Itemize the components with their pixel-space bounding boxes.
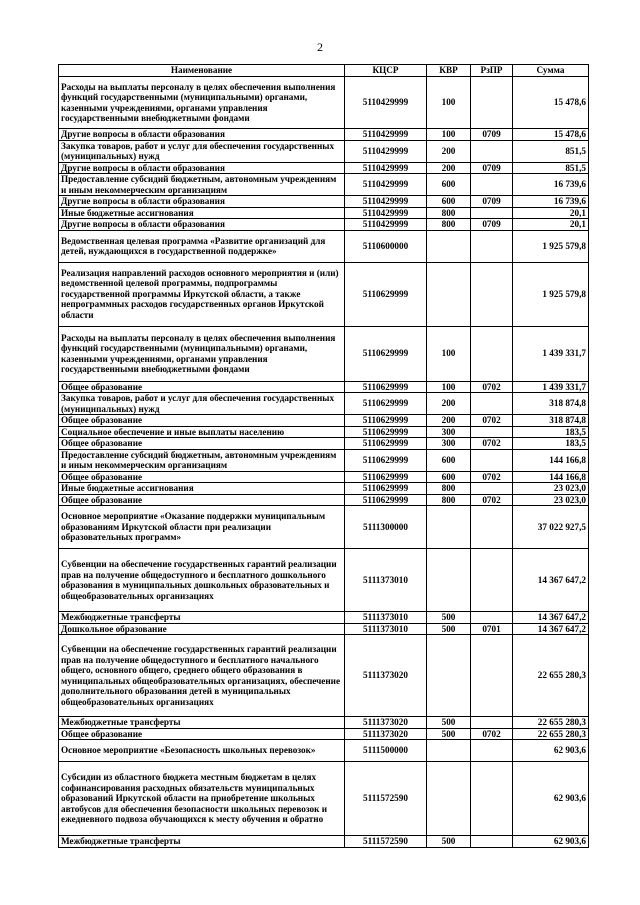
row-sum-cell: 22 655 280,3: [513, 717, 589, 729]
row-kvr-cell: [427, 762, 471, 836]
row-sum-cell: 23 023,0: [513, 494, 589, 506]
header-kvr: КВР: [427, 65, 471, 77]
row-rzpr-cell: [471, 717, 513, 729]
table-row: [59, 549, 589, 612]
row-rzpr-cell: 0701: [471, 623, 513, 635]
row-kcsr-cell: 5110629999: [345, 415, 427, 427]
row-sum-cell: 14 367 647,2: [513, 612, 589, 624]
row-kcsr-cell: 5111572590: [345, 836, 427, 848]
row-name-cell: Иные бюджетные ассигнования: [59, 207, 345, 219]
row-rzpr-cell: [471, 483, 513, 495]
row-kvr-cell: 500: [427, 623, 471, 635]
row-kcsr-cell: 5110629999: [345, 471, 427, 483]
table-row: [59, 717, 589, 729]
row-kcsr-cell: 5110629999: [345, 393, 427, 415]
row-kvr-cell: 600: [427, 449, 471, 471]
row-sum-cell: 15 478,6: [513, 77, 589, 129]
row-name-cell: Общее образование: [59, 494, 345, 506]
table-row: [59, 207, 589, 219]
table-row: [59, 140, 589, 162]
row-rzpr-cell: [471, 140, 513, 162]
row-sum-cell: 144 166,8: [513, 471, 589, 483]
row-rzpr-cell: 0709: [471, 162, 513, 174]
row-name-cell: Реализация направлений расходов основного мероприятия и (или) ведомственной целевой программы, подпрограммы государственной программы Иркутской области, а также непрограммных расходов государственных органов Иркутской области: [59, 262, 345, 326]
table-row: [59, 438, 589, 450]
row-sum-cell: 16 739,6: [513, 196, 589, 208]
table-row: [59, 219, 589, 231]
row-name-cell: Межбюджетные трансферты: [59, 612, 345, 624]
row-sum-cell: 62 903,6: [513, 740, 589, 762]
row-name-cell: Общее образование: [59, 471, 345, 483]
row-name-cell: Основное мероприятие «Безопасность школьных перевозок»: [59, 740, 345, 762]
row-sum-cell: 37 022 927,5: [513, 506, 589, 549]
row-name-cell: Другие вопросы в области образования: [59, 219, 345, 231]
row-sum-cell: 1 925 579,8: [513, 262, 589, 326]
row-name-cell: Субвенции на обеспечение государственных гарантий реализации прав на получение общедоступного и бесплатного дошкольного образования в муниципальных дошкольных образовательных и общеобразовательных организациях: [59, 549, 345, 612]
row-sum-cell: 15 478,6: [513, 129, 589, 141]
row-name-cell: Общее образование: [59, 438, 345, 450]
row-sum-cell: 20,1: [513, 207, 589, 219]
row-kvr-cell: 800: [427, 207, 471, 219]
row-name-cell: Закупка товаров, работ и услуг для обеспечения государственных (муниципальных) нужд: [59, 393, 345, 415]
row-kcsr-cell: 5110429999: [345, 219, 427, 231]
row-name-cell: Межбюджетные трансферты: [59, 717, 345, 729]
row-kvr-cell: 500: [427, 612, 471, 624]
row-rzpr-cell: [471, 262, 513, 326]
row-kvr-cell: 200: [427, 415, 471, 427]
table-row: [59, 471, 589, 483]
table-row: [59, 728, 589, 740]
row-kvr-cell: [427, 740, 471, 762]
row-sum-cell: 1 925 579,8: [513, 230, 589, 262]
row-name-cell: Иные бюджетные ассигнования: [59, 483, 345, 495]
row-kvr-cell: [427, 230, 471, 262]
row-rzpr-cell: [471, 326, 513, 381]
row-kvr-cell: 300: [427, 426, 471, 438]
table-row: [59, 162, 589, 174]
row-kcsr-cell: 5110429999: [345, 207, 427, 219]
row-kcsr-cell: 5110629999: [345, 426, 427, 438]
table-row: [59, 77, 589, 129]
row-name-cell: Другие вопросы в области образования: [59, 129, 345, 141]
row-kcsr-cell: 5110429999: [345, 129, 427, 141]
table-row: [59, 415, 589, 427]
row-sum-cell: 851,5: [513, 140, 589, 162]
row-sum-cell: 318 874,8: [513, 415, 589, 427]
row-sum-cell: 183,5: [513, 438, 589, 450]
table-row: [59, 230, 589, 262]
row-kvr-cell: 100: [427, 77, 471, 129]
row-kcsr-cell: 5111373010: [345, 612, 427, 624]
row-kcsr-cell: 5110600000: [345, 230, 427, 262]
row-rzpr-cell: [471, 836, 513, 848]
row-name-cell: Другие вопросы в области образования: [59, 196, 345, 208]
row-rzpr-cell: 0702: [471, 494, 513, 506]
header-sum: Сумма: [513, 65, 589, 77]
table-row: [59, 129, 589, 141]
row-rzpr-cell: [471, 762, 513, 836]
table-header-row: [59, 65, 589, 77]
row-name-cell: Расходы на выплаты персоналу в целях обеспечения выполнения функций государственными (муниципальными) органами, казенными учреждениями, органами управления государственными внебюджетными фондами: [59, 77, 345, 129]
row-name-cell: Общее образование: [59, 728, 345, 740]
row-kvr-cell: 600: [427, 174, 471, 196]
row-sum-cell: 1 439 331,7: [513, 326, 589, 381]
table-row: [59, 612, 589, 624]
row-kcsr-cell: 5110629999: [345, 483, 427, 495]
row-rzpr-cell: [471, 612, 513, 624]
table-row: [59, 740, 589, 762]
table-row: [59, 262, 589, 326]
row-rzpr-cell: [471, 506, 513, 549]
row-kcsr-cell: 5111373010: [345, 549, 427, 612]
table-body: [59, 77, 589, 848]
row-kvr-cell: 800: [427, 483, 471, 495]
row-kvr-cell: 100: [427, 129, 471, 141]
row-name-cell: Другие вопросы в области образования: [59, 162, 345, 174]
table-row: [59, 623, 589, 635]
row-kvr-cell: 800: [427, 219, 471, 231]
row-kcsr-cell: 5110629999: [345, 449, 427, 471]
row-kcsr-cell: 5110629999: [345, 262, 427, 326]
row-sum-cell: 23 023,0: [513, 483, 589, 495]
row-rzpr-cell: 0702: [471, 471, 513, 483]
row-kcsr-cell: 5111500000: [345, 740, 427, 762]
row-kcsr-cell: 5110629999: [345, 494, 427, 506]
row-kvr-cell: [427, 635, 471, 717]
row-kvr-cell: 600: [427, 196, 471, 208]
row-rzpr-cell: [471, 740, 513, 762]
table-row: [59, 506, 589, 549]
row-rzpr-cell: 0702: [471, 415, 513, 427]
budget-table: [58, 64, 589, 848]
row-kcsr-cell: 5110429999: [345, 162, 427, 174]
row-sum-cell: 14 367 647,2: [513, 623, 589, 635]
row-kcsr-cell: 5110629999: [345, 438, 427, 450]
row-rzpr-cell: [471, 549, 513, 612]
row-sum-cell: 318 874,8: [513, 393, 589, 415]
row-sum-cell: 1 439 331,7: [513, 381, 589, 393]
row-name-cell: Общее образование: [59, 381, 345, 393]
row-name-cell: Основное мероприятие «Оказание поддержки муниципальным образованиям Иркутской области при реализации образовательных программ»: [59, 506, 345, 549]
row-kvr-cell: 500: [427, 728, 471, 740]
row-rzpr-cell: [471, 635, 513, 717]
row-kvr-cell: 100: [427, 381, 471, 393]
row-kcsr-cell: 5110629999: [345, 381, 427, 393]
row-kvr-cell: 800: [427, 494, 471, 506]
row-rzpr-cell: [471, 77, 513, 129]
row-sum-cell: 14 367 647,2: [513, 549, 589, 612]
row-kcsr-cell: 5110429999: [345, 77, 427, 129]
row-kvr-cell: [427, 549, 471, 612]
row-rzpr-cell: [471, 393, 513, 415]
table-row: [59, 196, 589, 208]
table-row: [59, 326, 589, 381]
table-row: [59, 635, 589, 717]
row-name-cell: Социальное обеспечение и иные выплаты населению: [59, 426, 345, 438]
row-name-cell: Межбюджетные трансферты: [59, 836, 345, 848]
row-name-cell: Предоставление субсидий бюджетным, автономным учреждениям и иным некоммерческим организациям: [59, 449, 345, 471]
table-row: [59, 494, 589, 506]
row-rzpr-cell: [471, 230, 513, 262]
row-rzpr-cell: 0702: [471, 438, 513, 450]
row-rzpr-cell: 0702: [471, 381, 513, 393]
row-kcsr-cell: 5111373020: [345, 728, 427, 740]
table-row: [59, 762, 589, 836]
row-kvr-cell: 100: [427, 326, 471, 381]
page-number: 2: [317, 40, 323, 54]
row-name-cell: Закупка товаров, работ и услуг для обеспечения государственных (муниципальных) нужд: [59, 140, 345, 162]
row-kcsr-cell: 5110629999: [345, 326, 427, 381]
row-sum-cell: 183,5: [513, 426, 589, 438]
row-kvr-cell: 200: [427, 393, 471, 415]
row-kcsr-cell: 5111373010: [345, 623, 427, 635]
row-rzpr-cell: 0709: [471, 129, 513, 141]
table-row: [59, 381, 589, 393]
row-sum-cell: 22 655 280,3: [513, 728, 589, 740]
row-kvr-cell: 600: [427, 471, 471, 483]
header-kcsr: КЦСР: [345, 65, 427, 77]
row-kcsr-cell: 5111572590: [345, 762, 427, 836]
table-row: [59, 393, 589, 415]
row-kcsr-cell: 5110429999: [345, 140, 427, 162]
row-name-cell: Общее образование: [59, 415, 345, 427]
row-kcsr-cell: 5110429999: [345, 174, 427, 196]
row-rzpr-cell: 0709: [471, 196, 513, 208]
table-row: [59, 483, 589, 495]
row-name-cell: Ведомственная целевая программа «Развитие организаций для детей, нуждающихся в государственной поддержке»: [59, 230, 345, 262]
row-kvr-cell: 500: [427, 717, 471, 729]
table-row: [59, 449, 589, 471]
table-row: [59, 836, 589, 848]
row-sum-cell: 22 655 280,3: [513, 635, 589, 717]
row-rzpr-cell: 0702: [471, 728, 513, 740]
row-kvr-cell: 200: [427, 162, 471, 174]
row-rzpr-cell: [471, 207, 513, 219]
row-kcsr-cell: 5111373020: [345, 717, 427, 729]
row-kvr-cell: 500: [427, 836, 471, 848]
row-name-cell: Субвенции на обеспечение государственных гарантий реализации прав на получение общедоступного и бесплатного начального общего, основного общего, среднего общего образования в муниципальных общеобразовательных организациях, обеспечение дополнительного образования детей в муниципальных общеобразовательных организациях: [59, 635, 345, 717]
row-sum-cell: 20,1: [513, 219, 589, 231]
row-name-cell: Субсидии из областного бюджета местным бюджетам в целях софинансирования расходных обязательств муниципальных образований Иркутской области на приобретение школьных автобусов для обеспечения безопасности школьных перевозок и ежедневного подвоза обучающихся к месту обучения и обратно: [59, 762, 345, 836]
row-rzpr-cell: 0709: [471, 219, 513, 231]
row-rzpr-cell: [471, 426, 513, 438]
row-name-cell: Расходы на выплаты персоналу в целях обеспечения выполнения функций государственными (муниципальными) органами, казенными учреждениями, органами управления государственными внебюджетными фондами: [59, 326, 345, 381]
row-sum-cell: 851,5: [513, 162, 589, 174]
row-rzpr-cell: [471, 174, 513, 196]
table-row: [59, 426, 589, 438]
header-rzpr: РзПР: [471, 65, 513, 77]
row-kvr-cell: [427, 262, 471, 326]
row-rzpr-cell: [471, 449, 513, 471]
row-kcsr-cell: 5111373020: [345, 635, 427, 717]
row-sum-cell: 62 903,6: [513, 762, 589, 836]
row-kcsr-cell: 5111300000: [345, 506, 427, 549]
row-sum-cell: 16 739,6: [513, 174, 589, 196]
row-sum-cell: 62 903,6: [513, 836, 589, 848]
row-kvr-cell: 300: [427, 438, 471, 450]
row-name-cell: Предоставление субсидий бюджетным, автономным учреждениям и иным некоммерческим организациям: [59, 174, 345, 196]
row-sum-cell: 144 166,8: [513, 449, 589, 471]
table-row: [59, 174, 589, 196]
header-name: Наименование: [59, 65, 345, 77]
row-kcsr-cell: 5110429999: [345, 196, 427, 208]
row-kvr-cell: 200: [427, 140, 471, 162]
row-kvr-cell: [427, 506, 471, 549]
row-name-cell: Дошкольное образование: [59, 623, 345, 635]
